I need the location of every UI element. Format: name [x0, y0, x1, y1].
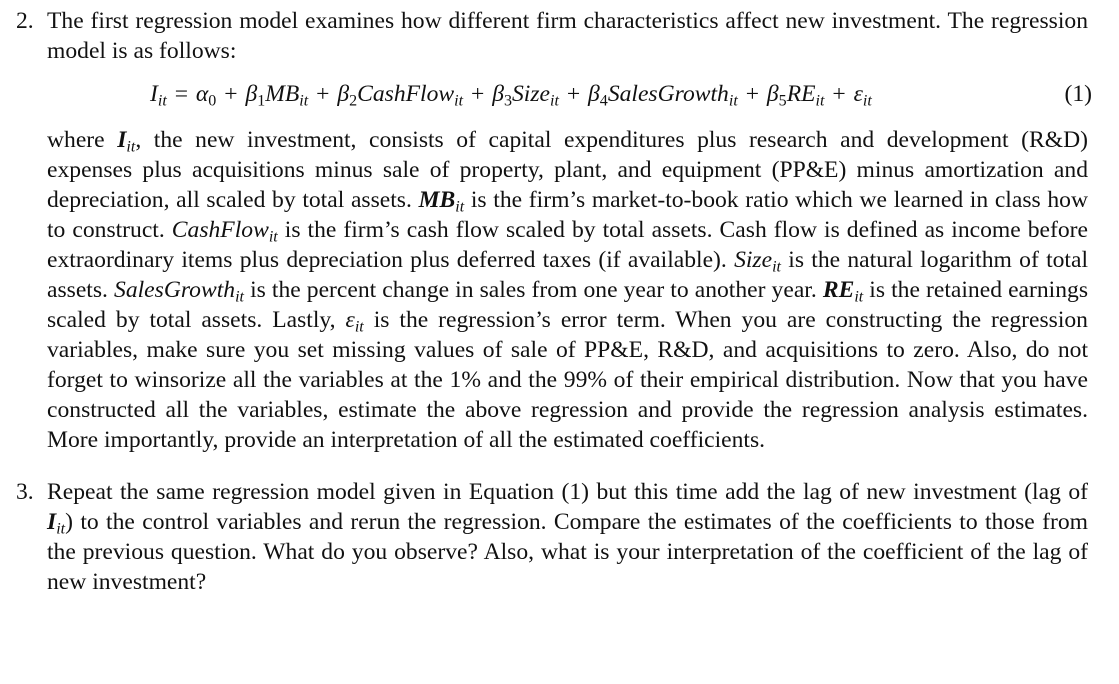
question-2-intro: The first regression model examines how different firm characteristics affect new investment. The regression model is as follows: — [47, 8, 1088, 64]
equation-number: (1) — [1064, 81, 1092, 107]
regression-equation: $I_{it} = \alpha_0 + \beta_1MB_{it}$ + $\beta_2CashFlow_{it}$ + $\beta_3Size_{it}$ + $\beta_4SalesGrowth_{it} + \beta_5RE_{it} + \varepsilon_{it}$ — [150, 81, 872, 110]
question-2-number: 2. — [16, 8, 34, 34]
question-3 — [16, 477, 1088, 597]
question-2 — [16, 6, 1092, 455]
var-salesgrowth: SalesGrowth — [114, 277, 236, 303]
question-2-body: where $I_{it}$, the new investment, consists of capital expenditures plus research and development (R&D) expenses plus acquisitions minus sale of property, plant, and equipment (PP&E) minus amortization and depreciation, all scaled by total assets. $MB_{it}$ is the firm’s market-to-book ratio which we learned in class how to construct. CashFlow$_{it}$ is the firm’s cash flow scaled by total assets. Cash flow is defined as income before extraordinary items plus depreciation plus deferred taxes (if available). Size$_{it}$ is the natural logarithm of total assets. SalesGrowth$_{it}$ is the percent change in sales from one year to another year. $RE_{it}$ is the retained earnings scaled by total assets. Lastly, $\varepsilon_{it}$ is the regression’s error term. When you are constructing the regression variables, make sure you set missing values of sale of PP&E, R&D, and acquisitions to zero. Also, do not forget to winsorize all the variables at the 1% and the 99% of their empirical distribution. Now that you have constructed all the variables, estimate the above regression and provide the regression analysis estimates. More importantly, provide an interpretation of all the estimated coefficients. — [47, 127, 1089, 453]
var-size: Size — [734, 247, 773, 273]
question-3-number: 3. — [16, 479, 34, 505]
var-investment-lag: I — [47, 509, 57, 535]
var-error: ε — [345, 307, 355, 333]
var-re: RE — [822, 277, 855, 303]
question-3-body: Repeat the same regression model given in Equation (1) but this time add the lag of new investment (lag of $I_{it}$) to the control variables and rerun the regression. Compare the estimates of the coefficients to those from the previous question. What do you observe? Also, what is your interpretation of the coefficient of the lag of new investment? — [47, 479, 1088, 595]
equation-1 — [47, 75, 1092, 119]
document-page — [16, 6, 1092, 597]
var-mb: MB — [418, 187, 456, 213]
var-cashflow: CashFlow — [171, 217, 269, 243]
var-investment: I — [117, 127, 127, 153]
